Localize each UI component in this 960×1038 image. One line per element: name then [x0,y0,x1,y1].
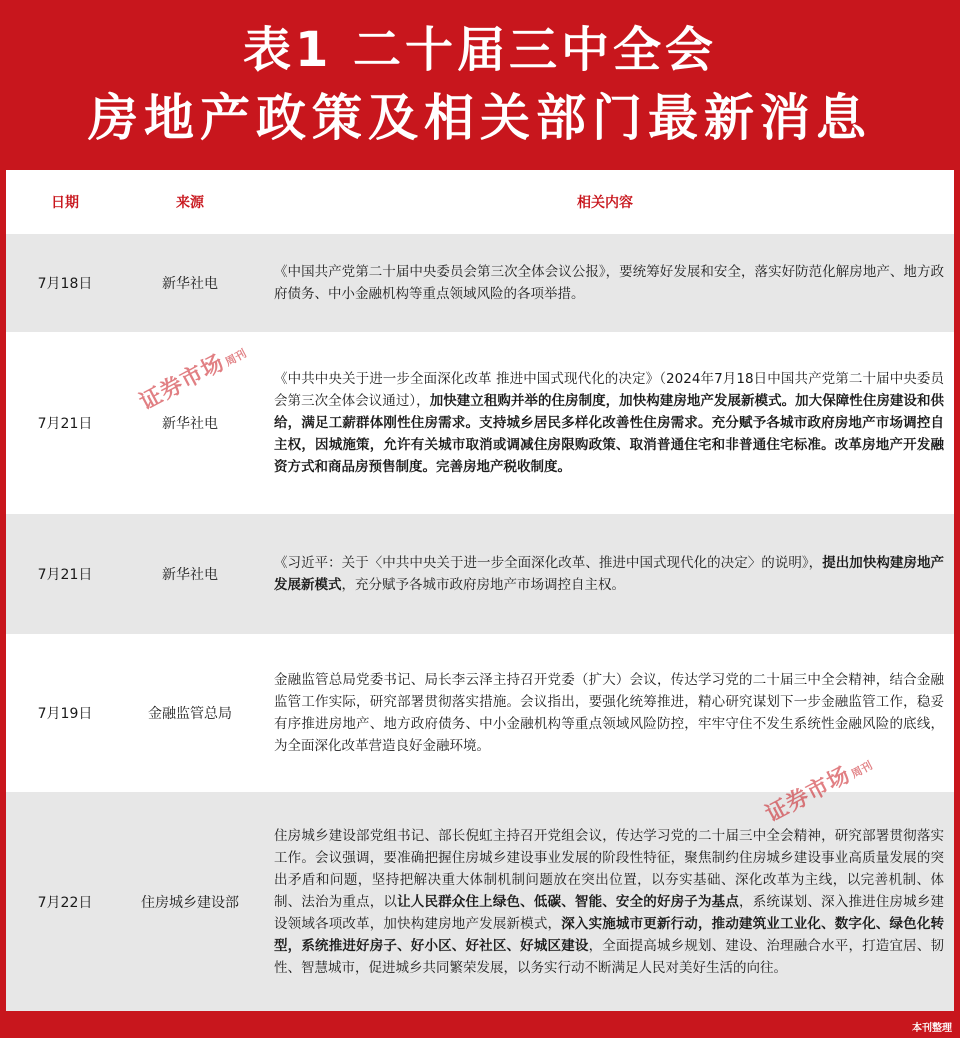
content-segment: 金融监管总局党委书记、局长李云泽主持召开党委（扩大）会议，传达学习党的二十届三中全会精神，结合金融监管工作实际，研究部署贯彻落实措施。会议指出，要强化统筹推进，精心研究谋划下一步金融监管工作，稳妥有序推进房地产、地方政府债务、中小金融机构等重点领域风险防控，牢牢守住不发生系统性金融风险的底线，为全面深化改革营造良好金融环境。 [274,672,944,754]
row-date: 7月22日 [37,894,93,911]
row-source: 新华社电 [162,276,218,292]
row-content [274,261,944,305]
content-bold-segment: 深入实施城市更新行动，推动建筑业工业化、数字化、绿色化转型，系统推进好房子、好小区、好社区、好城区建设 [274,915,944,954]
row-source: 新华社电 [162,416,218,432]
watermark-sub: 周刊 [849,758,875,781]
row-date: 7月21日 [37,567,93,583]
table-row [6,634,954,792]
header-content: 相关内容 [577,195,633,211]
row-date: 7月19日 [37,706,93,722]
row-date: 7月21日 [37,416,93,432]
content-segment: ，系统谋划、深入推进住房城乡建设领域各项改革，加快构建房地产发展新模式， [274,893,945,932]
title-line-1: 表1 二十届三中全会 [242,21,718,78]
header-date: 日期 [51,195,79,211]
content-bold-segment: 加快建立租购并举的住房制度，加快构建房地产发展新模式。加大保障性住房建设和供给，满足工薪群体刚性住房需求。支持城乡居民多样化改善性住房需求。充分赋予各城市政府房地产市场调控自主权，因城施策，允许有关城市取消或调减住房限购政策、取消普通住宅和非普通住宅标准。改革房地产开发融资方式和商品房预售制度。完善房地产税收制度。 [274,393,945,475]
header-source: 来源 [176,195,204,211]
content-segment: 《中共中央关于进一步全面深化改革 推进中国式现代化的决定》（2024年7月18日中国共产党第二十届中央委员会第三次全体会议通过）， [274,371,944,409]
row-content [274,552,944,596]
content-segment: ，全面提高城乡规划、建设、治理融合水平，打造宜居、韧性、智慧城市，促进城乡共同繁荣发展，以务实行动不断满足人民对美好生活的向往。 [274,937,945,976]
content-bold-segment: 让人民群众住上绿色、低碳、智能、安全的好房子为基点 [397,893,740,910]
row-source: 住房城乡建设部 [141,894,239,911]
title-line-2: 房地产政策及相关部门最新消息 [88,88,872,147]
content-segment: 《中国共产党第二十届中央委员会第三次全体会议公报》，要统筹好发展和安全，落实好防范化解房地产、地方政府债务、中小金融机构等重点领域风险的各项举措。 [274,264,944,302]
content-segment: 住房城乡建设部党组书记、部长倪虹主持召开党组会议，传达学习党的二十届三中全会精神，研究部署贯彻落实工作。会议强调，要准确把握住房城乡建设事业发展的阶段性特征，聚焦制约住房城乡建设事业高质量发展的突出矛盾和问题，坚持把解决重大体制机制问题放在突出位置，以夯实基础、深化改革为主线，以完善机制、体制、法治为重点，以 [274,827,944,910]
content-segment: 《习近平：关于〈中共中央关于进一步全面深化改革、推进中国式现代化的决定〉的说明》， [274,555,823,571]
content-bold-segment: 提出加快构建房地产发展新模式 [274,555,945,593]
row-content [274,368,944,478]
watermark-main: 证券市场 [761,761,855,828]
row-content [274,825,944,979]
watermark-sub: 周刊 [223,346,249,369]
table-row [6,234,954,332]
row-source: 新华社电 [162,567,218,583]
row-date: 7月18日 [37,276,93,292]
table-row [6,514,954,634]
watermark-main: 证券市场 [135,349,229,416]
row-content [274,669,944,757]
policy-table [6,170,954,1011]
table-row [6,332,954,514]
row-source: 金融监管总局 [148,706,232,722]
table-row [6,792,954,1011]
footer-credit: 本刊整理 [912,1023,952,1034]
title-banner [0,0,960,170]
table-header-row [6,170,954,234]
content-segment: ，充分赋予各城市政府房地产市场调控自主权。 [341,577,625,593]
